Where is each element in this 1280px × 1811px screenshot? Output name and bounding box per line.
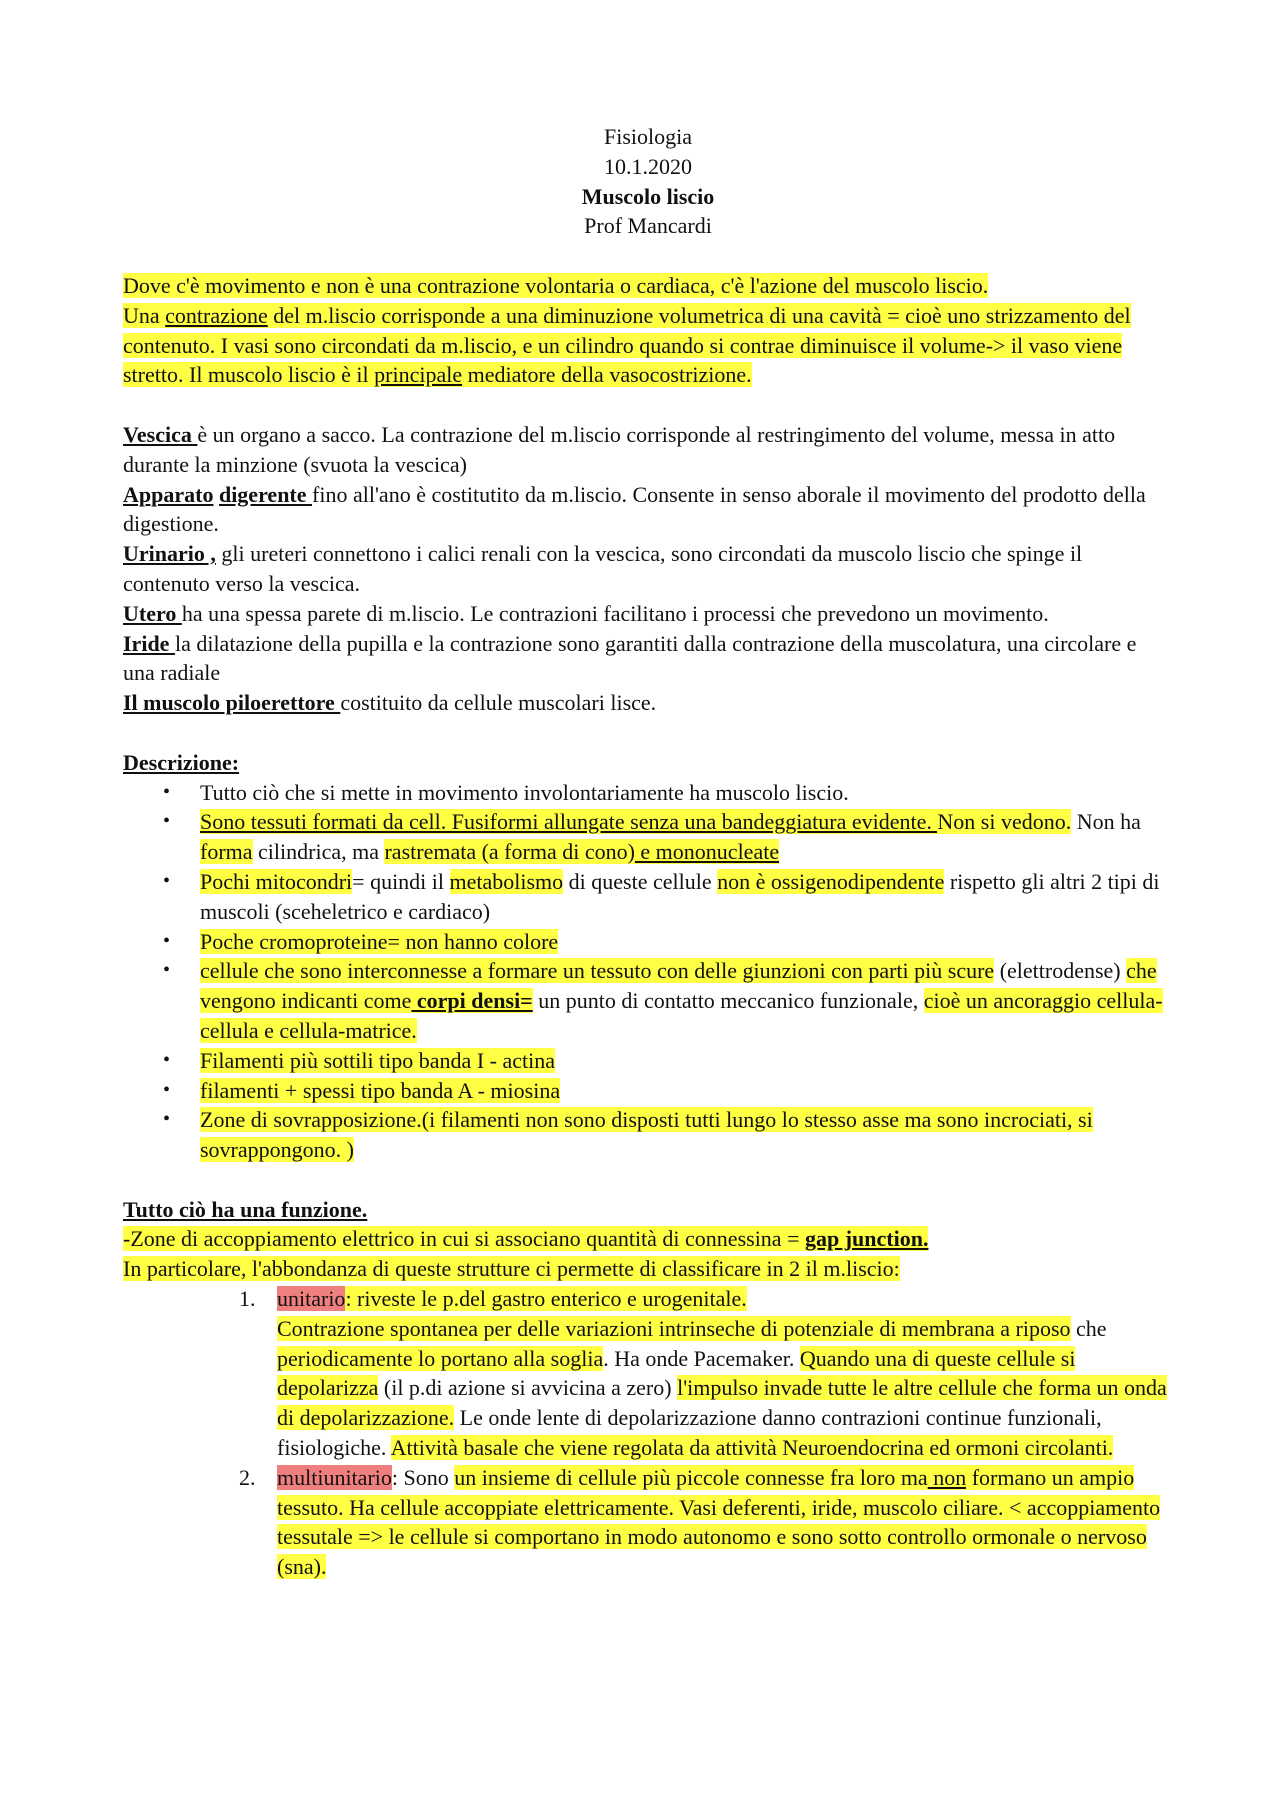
subject-line: Fisiologia — [603, 124, 692, 149]
classification-list — [123, 1284, 1173, 1582]
organ-utero: Utero ha una spessa parete di m.liscio. Le contrazioni facilitano i processi che prevedono un movimento. — [123, 600, 1049, 626]
descrizione-list — [123, 778, 1173, 1165]
list-item: • Pochi mitocondri= quindi il metabolismo di queste cellule non è ossigenodipendente rispetto gli altri 2 tipi di muscoli (sceheletrico e cardiaco) — [163, 868, 1160, 924]
document-header — [123, 122, 1173, 241]
organ-vescica: Vescica è un organo a sacco. La contrazione del m.liscio corrisponde al restringimento del volume, messa in atto durante la minzione (svuota la vescica) — [123, 421, 1116, 477]
funzione-line-1: -Zone di accoppiamento elettrico in cui si associano quantità di connessina = gap junction. — [123, 1226, 929, 1252]
funzione-line-2: In particolare, l'abbondanza di queste strutture ci permette di classificare in 2 il m.liscio: — [123, 1256, 900, 1282]
descrizione-section — [123, 748, 1173, 1165]
term-contrazione: contrazione — [165, 302, 268, 328]
organ-iride: Iride la dilatazione della pupilla e la contrazione sono garantiti dalla contrazione della muscolatura, una circolare e una radiale — [123, 630, 1137, 686]
list-item-multiunitario: 2. multiunitario: Sono un insieme di cellule più piccole connesse fra loro ma non formano un ampio tessuto. Ha cellule accoppiate elettricamente. Vasi deferenti, iride, muscolo ciliare. < accoppiamento tessutale => le cellule si comportano in modo autonomo e sono sotto controllo ormonale o nervoso (sna). — [239, 1464, 1161, 1580]
list-item: • Filamenti più sottili tipo banda I - actina — [163, 1047, 555, 1073]
term-unitario: unitario — [277, 1286, 346, 1312]
funzione-heading: Tutto ciò ha una funzione. — [123, 1196, 368, 1222]
document-page — [123, 122, 1173, 1582]
organs-section — [123, 420, 1173, 718]
funzione-section — [123, 1195, 1173, 1582]
list-item: • Tutto ciò che si mette in movimento involontariamente ha muscolo liscio. — [163, 779, 849, 805]
term-principale: principale — [374, 362, 463, 388]
term-gap-junction: gap junction. — [804, 1226, 929, 1252]
list-item: • filamenti + spessi tipo banda A - miosina — [163, 1077, 561, 1103]
document-title: Muscolo liscio — [581, 183, 715, 209]
term-multiunitario: multiunitario — [277, 1464, 392, 1490]
organ-apparato-digerente: Apparato digerente fino all'ano è costitutito da m.liscio. Consente in senso aborale il movimento del prodotto della digestione. — [123, 481, 1146, 537]
list-item: • Zone di sovrapposizione.(i filamenti non sono disposti tutti lungo lo stesso asse ma sono incrociati, si sovrappongono. ) — [163, 1107, 1093, 1163]
intro-sentence-1: Dove c'è movimento e non è una contrazione volontaria o cardiaca, c'è l'azione del muscolo liscio. — [123, 272, 989, 298]
descrizione-heading: Descrizione: — [123, 749, 240, 775]
list-item-unitario: 1. unitario: riveste le p.del gastro enterico e urogenitale. Contrazione spontanea per delle variazioni intrinseche di potenziale di membrana a riposo che periodicamente lo portano alla soglia. Ha onde Pacemaker. Quando una di queste cellule si depolarizza (il p.di azione si avvicina a zero) l'impulso invade tutte le altre cellule che forma un onda di depolarizzazione. Le onde lente di depolarizzazione danno contrazioni continue funzionali, fisiologiche. Attività basale che viene regolata da attività Neuroendocrina ed ormoni circolanti. — [239, 1286, 1167, 1461]
organ-piloerettore: Il muscolo piloerettore costituito da cellule muscolari lisce. — [123, 690, 657, 716]
term-corpi-densi: corpi densi= — [411, 988, 533, 1014]
list-item: • cellule che sono interconnesse a formare un tessuto con delle giunzioni con parti più scure (elettrodense) che vengono indicanti come corpi densi= un punto di contatto meccanico funzionale, cioè un ancoraggio cellula-cellula e cellula-matrice. — [163, 958, 1163, 1043]
list-item: • Sono tessuti formati da cell. Fusiformi allungate senza una bandeggiatura evidente. Non si vedono. Non ha forma cilindrica, ma rastremata (a forma di cono) e mononucleate — [163, 809, 1141, 865]
intro-paragraph: Dove c'è movimento e non è una contrazione volontaria o cardiaca, c'è l'azione del muscolo liscio. Una contrazione del m.liscio corrisponde a una diminuzione volumetrica di una cavità = cioè uno strizzamento del contenuto. I vasi sono circondati da m.liscio, e un cilindro quando si contrae diminuisce il volume-> il vaso viene stretto. Il muscolo liscio è il principale mediatore della vasocostrizione. — [123, 272, 1131, 388]
date-line: 10.1.2020 — [604, 153, 692, 179]
professor-line: Prof Mancardi — [584, 213, 712, 239]
organ-urinario: Urinario , gli ureteri connettono i calici renali con la vescica, sono circondati da muscolo liscio che spinge il contenuto verso la vescica. — [123, 541, 1083, 596]
list-item: • Poche cromoproteine= non hanno colore — [163, 928, 559, 954]
